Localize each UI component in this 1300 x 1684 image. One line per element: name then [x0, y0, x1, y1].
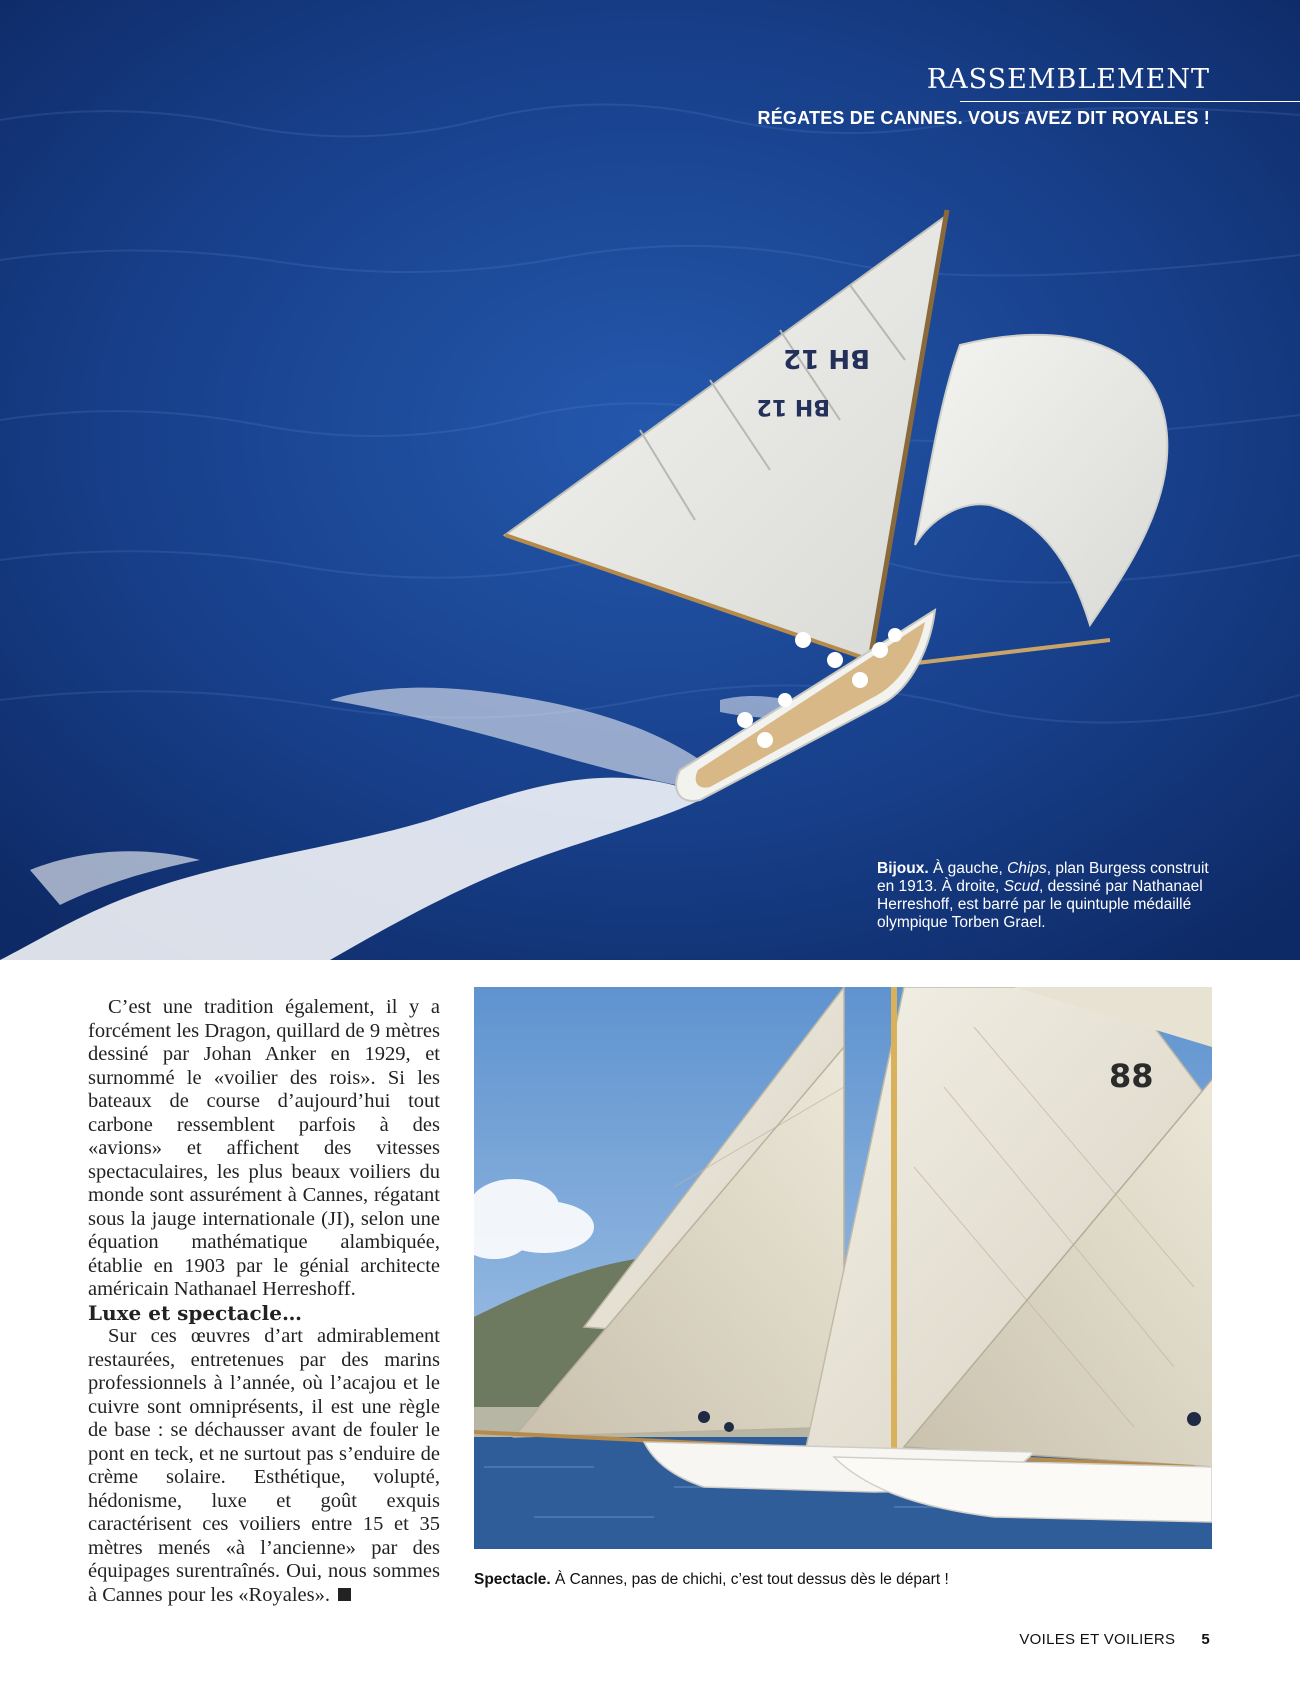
end-of-article-mark	[338, 1588, 351, 1601]
section-rule	[960, 101, 1300, 102]
hero-caption-boat2: Scud	[1003, 878, 1040, 895]
article-paragraph-2	[88, 1325, 440, 1607]
hero-caption-part2: , plan Burgess construit en 1913. À droite,	[877, 860, 1209, 895]
hero-caption-part1: À gauche,	[928, 860, 1008, 877]
article-subtitle: RÉGATES DE CANNES. VOUS AVEZ DIT ROYALES !	[757, 108, 1210, 128]
regatta-caption	[474, 1571, 949, 1589]
hero-caption	[877, 860, 1227, 932]
hero-caption-lead: Bijoux.	[877, 860, 929, 877]
section-title: RASSEMBLEMENT	[926, 64, 1210, 95]
regatta-illustration	[474, 987, 1212, 1549]
sail-number-upper: BH 12	[783, 343, 870, 373]
regatta-caption-lead: Spectacle.	[474, 1571, 551, 1588]
page-footer	[1019, 1631, 1210, 1648]
regatta-caption-text: À Cannes, pas de chichi, c’est tout dessus dès le départ !	[550, 1571, 949, 1588]
sail-number-lower: BH 12	[756, 394, 830, 419]
article-paragraph-1: C’est une tradition également, il y a forcément les Dragon, quillard de 9 mètres dessiné par Johan Anker en 1929, et surnommé le «voilier des rois». Si les bateaux de course d’aujourd’hui tout carbone ressemblent parfois à des «avions» et affichent des vitesses spectaculaires, les plus beaux voiliers du monde sont assurément à Cannes, régatant sous la jauge internationale (JI), selon une équation mathématique alambiquée, établie en 1903 par le génial architecte américain Nathanael Herreshoff.	[88, 996, 440, 1300]
regatta-photo	[474, 987, 1212, 1549]
article-subheading: Luxe et spectacle…	[88, 1300, 302, 1325]
magazine-name: VOILES ET VOILIERS	[1019, 1631, 1176, 1648]
hero-caption-part3: , dessiné par Nathanael Herreshoff, est barré par le quintuple médaillé olympique Torben Grael.	[877, 878, 1203, 931]
hero-caption-boat1: Chips	[1007, 860, 1047, 877]
article-paragraph-2-text: Sur ces œuvres d’art admirablement restaurées, entretenues par des marins professionnels à l’année, où l’acajou et le cuivre sont omniprésents, il est une règle de base : se déchausser avant de fouler le pont en teck, et ne surtout pas s’enduire de crème solaire. Esthétique, volupté, hédonisme, luxe et goût exquis caractérisent ces voiliers entre 15 et 35 mètres menés «à l’ancienne» par des équipages surentraînés. Oui, nous sommes à Cannes pour les «Royales».	[88, 1325, 440, 1606]
article-column	[88, 996, 440, 1607]
page-number: 5	[1201, 1631, 1210, 1648]
sail-number: 88	[1109, 1057, 1154, 1095]
